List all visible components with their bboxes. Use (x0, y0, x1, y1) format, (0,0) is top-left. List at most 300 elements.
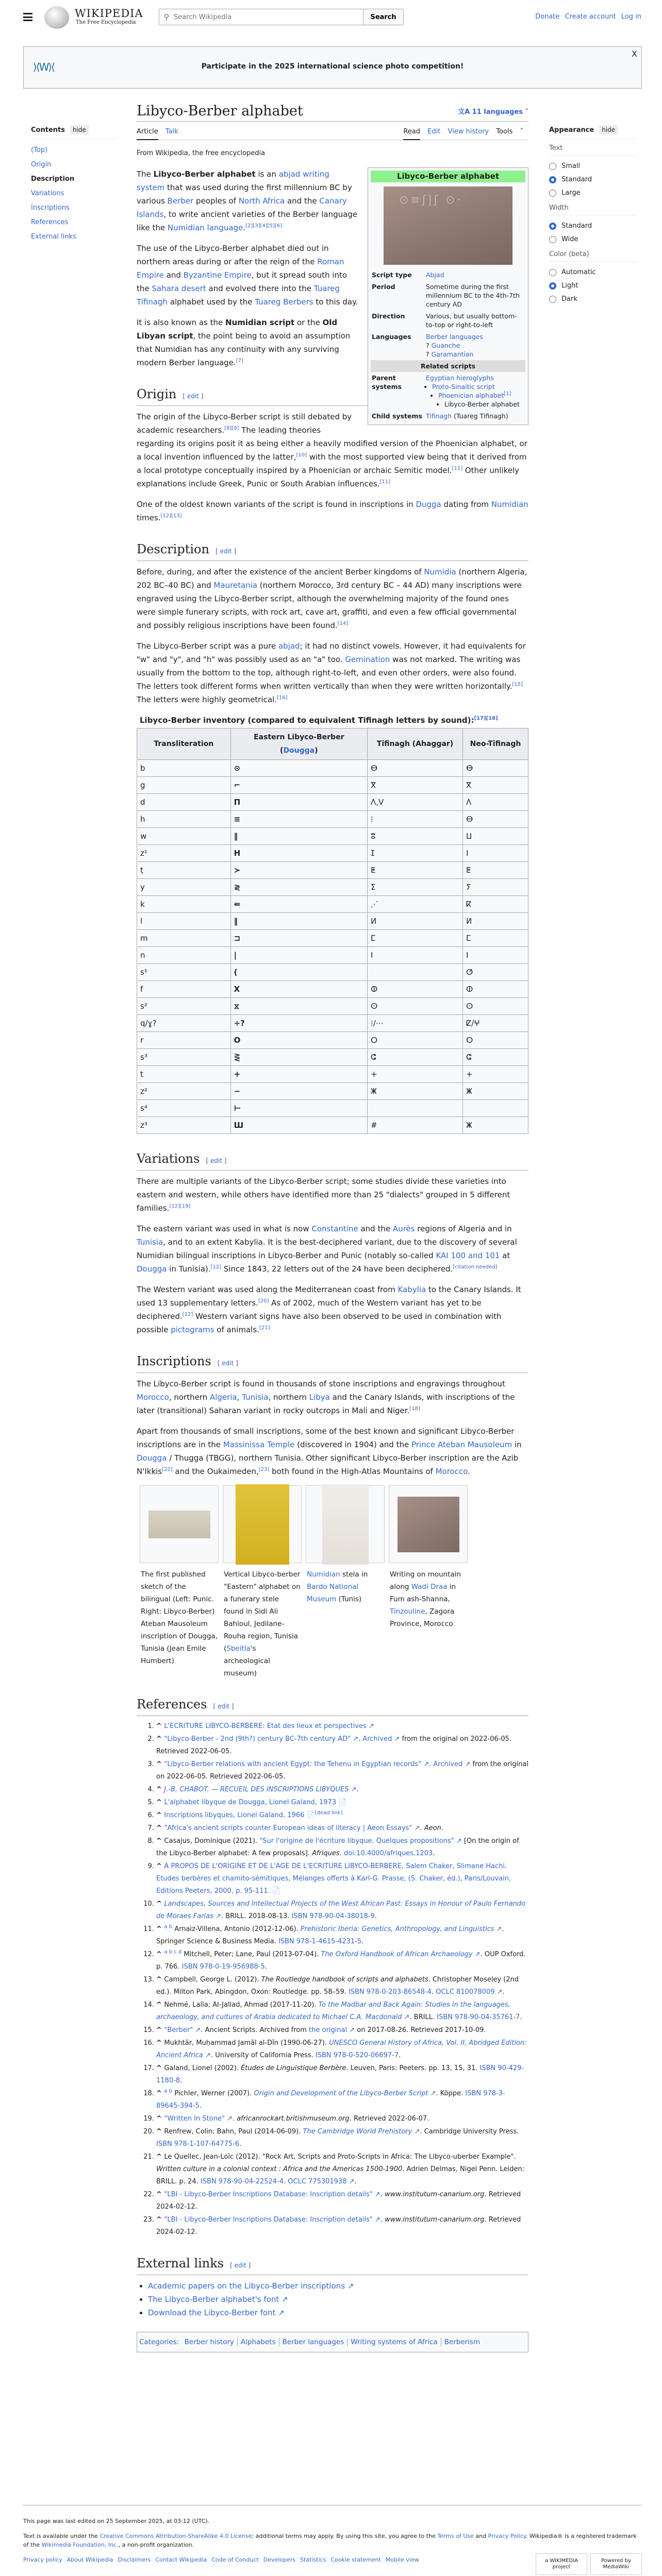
reference-item (156, 2062, 528, 2087)
link[interactable]: Roman Empire (137, 257, 344, 280)
citation-link[interactable]: [12][13] (160, 513, 182, 519)
text: Text is available under the (23, 2533, 100, 2539)
transliteration-cell: r (137, 1032, 231, 1049)
link[interactable]: "Berber" ↗ (164, 2026, 201, 2034)
text: The letters were highly geometrical. (137, 695, 277, 704)
edit-link[interactable]: edit (217, 1703, 229, 1710)
radio-automatic[interactable] (549, 266, 637, 279)
radio-wide[interactable] (549, 233, 637, 246)
create-account-link[interactable]: Create account (565, 13, 616, 21)
appearance-group-label: Text (549, 144, 637, 156)
citation-link[interactable]: [23] (258, 1467, 270, 1472)
link[interactable]: The Cambridge World Prehistory ↗ (303, 2128, 420, 2136)
citation-link[interactable]: a b c d (164, 1949, 182, 1955)
citation-link[interactable]: [citation needed] (453, 1264, 498, 1270)
text: . BRILL. (409, 2013, 437, 2021)
link[interactable]: ISBN 978-3-89645-394-5 (156, 2090, 505, 2110)
radio-light[interactable] (549, 279, 637, 293)
wikipedia-wordmark[interactable]: WIKIPEDIA (75, 7, 143, 20)
link[interactable]: abjad writing system (137, 170, 329, 192)
link[interactable]: Sahara desert (152, 284, 206, 293)
radio-button[interactable] (549, 190, 556, 197)
link[interactable]: A PROPOS DE L'ORIGINE ET DE L'AGE DE L'ECRITURE LIBYCO-BERBERE, Salem Chaker, Slimane Hachi. Etudes berbères et chamito-sémitiques, Mélanges offerts à Karl-G. Prasse, (S. Chaker, éd.), Paris/Louvain, Editions Peeters, 2000, p. 95-111. (156, 1862, 511, 1895)
tifinagh-glyph-cell: ⵥ (368, 1083, 463, 1100)
link[interactable]: ISBN 978-90-04-38018-9 (291, 1912, 375, 1920)
language-button[interactable]: 文A 11 languages ˅ (458, 108, 528, 116)
tab-talk[interactable]: Talk (165, 128, 178, 135)
eastern-glyph-cell: ÷? (230, 1015, 367, 1032)
footer-link[interactable]: Code of Conduct (211, 2556, 259, 2563)
text: Sometime during the first millennium BC to the 4th-7th century AD (426, 283, 520, 308)
neo-tifinagh-glyph-cell: I (463, 845, 528, 862)
footer-link[interactable]: Cookie statement (330, 2556, 381, 2563)
gallery-image[interactable] (148, 1511, 210, 1538)
gallery-item (306, 1485, 385, 1680)
link[interactable]: Numidian language (167, 223, 243, 232)
backlink-caret[interactable]: ^ (156, 1722, 164, 1730)
toc-header (31, 125, 116, 139)
backlink-caret[interactable]: ^ (156, 2064, 164, 2072)
citation-link[interactable]: [12][19] (169, 1204, 191, 1209)
gallery-thumbnail[interactable] (140, 1485, 219, 1563)
category-link[interactable]: Alphabets (237, 2338, 279, 2346)
backlink-caret[interactable]: ^ (156, 1811, 164, 1819)
backlink-caret[interactable]: ^ (156, 2115, 164, 2123)
neo-tifinagh-glyph-cell: ⵚ (463, 964, 528, 981)
col-neo-tifinagh: Neo-Tifinagh (463, 728, 528, 760)
parent-script-link[interactable]: Phoenician alphabet (438, 392, 504, 399)
link[interactable]: Landscapes, Sources and Intellectual Projects of the West African Past: Essays in Honour of Paulo Fernando de Moraes Farias ↗ (156, 1900, 526, 1920)
transliteration-cell: m (137, 930, 231, 947)
eastern-glyph-cell: O (230, 1032, 367, 1049)
infobox-value (425, 281, 525, 310)
text: and (473, 2533, 488, 2539)
link[interactable]: Creative Commons Attribution-ShareAlike 4.0 License (100, 2533, 252, 2539)
citation-link[interactable]: [14] (337, 621, 349, 626)
tab-read[interactable]: Read (403, 125, 420, 140)
link[interactable]: Prince Ateban Mausoleum (411, 1440, 512, 1449)
gallery-thumbnail[interactable] (306, 1485, 385, 1563)
link[interactable]: Inscriptions libyques, Lionel Galand, 1966 (164, 1811, 305, 1819)
link[interactable]: ISBN 978-90-04-22524-4 (200, 2178, 284, 2185)
wikipedia-globe-logo[interactable] (44, 6, 69, 29)
backlink-caret[interactable]: ^ (156, 1799, 164, 1806)
infobox-label: Direction (372, 312, 405, 320)
eastern-glyph-cell: ⋛ (230, 1049, 367, 1066)
appearance-title: Appearance (549, 126, 594, 134)
link[interactable]: North Africa (238, 196, 285, 206)
toc-item-references[interactable]: References (31, 218, 69, 226)
backlink-caret[interactable]: ^ (156, 2153, 164, 2161)
link[interactable]: L'alphabet libyque de Dougga, Lionel Galand, 1973 (164, 1799, 337, 1806)
citation-link[interactable]: [dead link] (315, 1810, 343, 1816)
backlink-caret[interactable]: ^ (156, 2001, 164, 2009)
category-link[interactable]: Berber languages (279, 2338, 347, 2346)
link[interactable]: ISBN 978-0-19-956988-5 (181, 1963, 265, 1971)
link[interactable]: ISBN 978-1-4615-4231-5 (278, 1938, 362, 1945)
backlink-caret[interactable]: ^ (156, 1925, 164, 1933)
toc-item-description[interactable]: Description (31, 175, 75, 183)
tab-view-history[interactable]: View history (448, 128, 489, 135)
citation-link[interactable]: [7] (236, 358, 243, 364)
link[interactable]: Guanche (431, 342, 460, 349)
edit-link[interactable]: edit (222, 1360, 234, 1367)
link[interactable]: Tunisia (242, 1393, 269, 1402)
edit-section-link[interactable]: [ edit ] (213, 1703, 234, 1710)
link[interactable]: abjad (278, 641, 300, 651)
link[interactable]: ISBN 978-0-203-86548-4 (348, 1988, 432, 1996)
edit-link[interactable]: edit (187, 393, 199, 400)
link[interactable]: "Libyco-Berber - 2nd (9th?) century BC-7th century AD" ↗ (164, 1735, 359, 1743)
citation-link[interactable]: [17][18] (474, 716, 498, 721)
reference-item (156, 1784, 528, 1796)
gallery-thumbnail[interactable] (223, 1485, 302, 1563)
dougga-link[interactable]: Dougga (283, 747, 315, 755)
link[interactable]: ISBN 978-1-107-64775-6 (156, 2140, 240, 2148)
link[interactable]: Tuareg Tifinagh (137, 284, 340, 307)
table-caption (140, 714, 528, 727)
link[interactable]: "Africa's ancient scripts counter European ideas of literacy | Aeon Essays" ↗ (164, 1824, 420, 1832)
text: As of 2002, much of the Western variant has yet to be deciphered. (137, 1298, 482, 1321)
tab-article[interactable]: Article (137, 125, 158, 140)
heading-text: Inscriptions (137, 1354, 211, 1368)
text: . (339, 1850, 344, 1857)
link[interactable]: Massinissa Temple (223, 1440, 295, 1449)
powered-by-mediawiki-badge[interactable]: Powered by MediaWiki (590, 2553, 642, 2575)
text: (northern Algeria, 202 BC–40 BC) and (137, 567, 527, 590)
text: and evolved there into the (206, 284, 314, 293)
link[interactable]: Tuareg Berbers (255, 297, 313, 307)
citation-link[interactable]: [11] (452, 466, 463, 471)
radio-label: Small (561, 162, 581, 170)
parent-script-link[interactable]: Egyptian hieroglyphs (426, 374, 494, 382)
link[interactable]: Abjad (426, 271, 444, 279)
reference-item (156, 1974, 528, 1998)
footer-link[interactable]: Mobile view (385, 2556, 419, 2563)
citation-link[interactable]: a b (164, 2088, 173, 2094)
citation-link[interactable]: [16] (277, 695, 288, 701)
eastern-glyph-cell: ‖ (230, 913, 367, 930)
link[interactable]: "LBI - Libyco-Berber Inscriptions Database: Inscription details" ↗ (164, 2216, 380, 2224)
text: and (163, 270, 184, 280)
table-row (137, 913, 528, 930)
text: Le Quellec, Jean-Loïc (2012). "Rock Art, Scripts and Proto-Scripts in Africa: The Libyco-uberber Example". (164, 2153, 516, 2161)
table-row (137, 998, 528, 1015)
text: Other unlikely explanations include Greek, Punic or South Arabian influences. (137, 466, 519, 488)
external-links-list (137, 2279, 528, 2319)
link[interactable]: Kabylia (398, 1285, 426, 1294)
link[interactable]: Wadi Draa (411, 1583, 448, 1591)
backlink-caret[interactable]: ^ (156, 1900, 164, 1908)
backlink-caret[interactable]: ^ (156, 1862, 164, 1870)
text: . (432, 1988, 436, 1996)
link[interactable]: UNESCO General History of Africa, Vol. II, Abridged Edition: Ancient Africa ↗ (156, 2039, 527, 2059)
citation-link[interactable]: [12] (182, 1312, 193, 1317)
text: , northern (169, 1393, 210, 1402)
edit-section-link[interactable]: [ edit ] (215, 548, 236, 555)
citation-link[interactable]: [2][3][4][5][6] (245, 223, 282, 229)
link[interactable]: To the Madbar and Back Again: Studies in the languages, archaeology, and cultures of Arabia dedicated to Michael C.A. Macdonald ↗ (156, 2001, 510, 2021)
reference-item (156, 1797, 528, 1809)
text: Nehmé, Laïla; Al-Jallad, Ahmad (2017-11-20). (164, 2001, 319, 2009)
footer-link[interactable]: Privacy policy (23, 2556, 62, 2563)
main-menu-icon[interactable] (23, 13, 32, 21)
backlink-caret[interactable]: ^ (156, 1824, 164, 1832)
backlink-caret[interactable]: ^ (156, 2090, 164, 2097)
gallery-image[interactable] (322, 1484, 369, 1565)
close-icon[interactable]: X (632, 49, 637, 59)
link[interactable]: Wikimedia Foundation, Inc. (41, 2541, 119, 2548)
link[interactable]: Numidian (307, 1570, 340, 1579)
link[interactable]: Berber languages (426, 333, 483, 341)
inventory-table (137, 728, 528, 1134)
table-row (137, 896, 528, 913)
external-link[interactable]: The Libyco-Berber alphabet's font ↗ (148, 2295, 288, 2304)
backlink-caret[interactable]: ^ (156, 2039, 164, 2047)
backlink-caret[interactable]: ^ (156, 2216, 164, 2224)
link[interactable]: Dougga (137, 1264, 167, 1274)
edit-link[interactable]: edit (234, 2262, 246, 2269)
backlink-caret[interactable]: ^ (156, 1976, 164, 1984)
link[interactable]: Libya (309, 1393, 330, 1402)
link[interactable]: Dougga (137, 1453, 167, 1463)
parent-script-link[interactable]: Proto-Sinaitic script (432, 383, 495, 391)
transliteration-cell: z² (137, 1083, 231, 1100)
radio-label: Automatic (561, 268, 596, 276)
link[interactable]: Morocco (435, 1467, 468, 1476)
categories-label[interactable]: Categories: (139, 2338, 179, 2346)
tab-edit[interactable]: Edit (427, 128, 441, 135)
link[interactable]: Dugga (416, 500, 441, 509)
link[interactable]: Prehistoric Iberia: Genetics, Anthropology, and Linguistics ↗ (300, 1925, 502, 1933)
link[interactable]: Garamantian (431, 350, 474, 358)
link[interactable]: Gemination (345, 655, 390, 664)
backlink-caret[interactable]: ^ (156, 2026, 164, 2034)
external-link[interactable]: Academic papers on the Libyco-Berber inscriptions ↗ (148, 2281, 354, 2291)
footer-link[interactable]: Statistics (300, 2556, 326, 2563)
toc-item-inscriptions[interactable]: Inscriptions (31, 204, 70, 212)
radio-small[interactable] (549, 160, 637, 173)
footer-link[interactable]: Developers (263, 2556, 296, 2563)
tifinagh-glyph-cell: ⵟ (368, 862, 463, 879)
link[interactable]: Algeria (210, 1393, 237, 1402)
link[interactable]: Mauretania (213, 581, 258, 590)
paragraph (137, 1425, 528, 1478)
infobox-label: Languages (372, 333, 411, 341)
infobox-value (425, 310, 525, 331)
link[interactable]: Canary Islands (137, 196, 347, 219)
link[interactable]: ISBN 90-429-1180-8 (156, 2064, 524, 2084)
backlink-caret[interactable]: ^ (156, 2128, 164, 2136)
dna-logo-icon: ⟩⟨W⟩⟨ (33, 61, 54, 73)
footer-link[interactable]: About Wikipedia (67, 2556, 113, 2563)
link[interactable]: L'ECRITURE LIBYCO-BERBERE: Etat des lieux et perspectives ↗ (164, 1722, 374, 1730)
log-in-link[interactable]: Log in (621, 13, 641, 21)
table-of-contents (31, 125, 116, 244)
text: regions of Algeria and in (415, 1224, 512, 1233)
citation-link[interactable]: [10] (296, 452, 307, 458)
citation-link[interactable]: [8][9] (224, 426, 239, 431)
infobox-subheader: Related scripts (371, 360, 525, 372)
radio-button[interactable] (549, 269, 556, 276)
link[interactable]: OCLC 775301938 ↗ (288, 2178, 355, 2185)
banner-text[interactable]: Participate in the 2025 international science photo competition! (201, 62, 464, 71)
radio-button[interactable] (549, 282, 556, 290)
text: 📄 (270, 1887, 281, 1895)
tab-tools[interactable]: Tools ˅ (496, 125, 523, 139)
link[interactable]: doi:10.4000/afriques.1203 (343, 1850, 433, 1857)
link[interactable]: KAI 100 and 101 (436, 1251, 500, 1260)
backlink-caret[interactable]: ^ (156, 1951, 164, 1958)
external-link-item (148, 2279, 528, 2293)
backlink-caret[interactable]: ^ (156, 1760, 164, 1768)
link[interactable]: "Libyco-Berber relations with ancient Egypt: the Tehenu in Egyptian records" ↗ (164, 1760, 429, 1768)
link[interactable]: Origin and Development of the Libyco-Berber Script ↗ (254, 2090, 436, 2097)
reference-item (156, 1809, 528, 1822)
link[interactable]: Tinzouline (390, 1607, 425, 1616)
toc-item-externallinks[interactable]: External links (31, 233, 76, 241)
appearance-hide-button[interactable]: hide (599, 125, 618, 134)
search-button[interactable]: Search (363, 9, 403, 25)
footer-link[interactable]: Contact Wikipedia (155, 2556, 207, 2563)
citation-link[interactable]: [20] (258, 1298, 269, 1304)
text: to this day. (313, 297, 358, 307)
reference-item (156, 2151, 528, 2188)
last-edited: This page was last edited on 25 September 2025, at 03:12 (UTC). (23, 2518, 210, 2524)
link[interactable]: Bardo National Museum (307, 1583, 359, 1603)
link[interactable]: Numidia (424, 567, 456, 577)
citation-link[interactable]: [22] (162, 1467, 173, 1472)
link[interactable]: "Written In Stone" ↗ (164, 2115, 233, 2123)
category-link[interactable]: Writing systems of Africa (347, 2338, 440, 2346)
infobox-image[interactable] (384, 187, 512, 265)
citation-link[interactable]: [11] (379, 479, 391, 485)
link[interactable]: OCLC 810078009 ↗ (436, 1988, 503, 1996)
radio-button[interactable] (549, 236, 556, 243)
wikimedia-project-badge[interactable]: a WIKIMEDIA project (536, 2553, 587, 2575)
text: . (232, 2115, 237, 2123)
tifinagh-glyph-cell: ⋰ (368, 896, 463, 913)
link[interactable]: Berber (167, 196, 194, 206)
citation-link[interactable]: [15] (512, 682, 523, 687)
link[interactable]: Constantine (311, 1224, 358, 1233)
appearance-panel (549, 125, 637, 306)
table-row (137, 1066, 528, 1083)
edit-link[interactable]: edit (210, 1157, 222, 1164)
link[interactable]: "Sur l'origine de l'écriture libyque. Quelques propositions" ↗ (259, 1837, 462, 1845)
toc-item-origin[interactable]: Origin (31, 161, 52, 168)
header (0, 0, 662, 41)
search-input[interactable] (174, 9, 363, 25)
heading-text: Description (137, 542, 209, 556)
link[interactable]: The Oxford Handbook of African Archaeology ↗ (321, 1951, 481, 1958)
gallery-caption (140, 1563, 219, 1667)
link[interactable]: Morocco (137, 1393, 169, 1402)
radio-standard[interactable] (549, 219, 637, 233)
citation-link[interactable]: [12] (210, 1264, 222, 1270)
tifinagh-glyph-cell: + (368, 1066, 463, 1083)
reference-item (156, 2189, 528, 2213)
text: in (512, 1440, 522, 1449)
text: . University of California Press. (210, 2052, 316, 2059)
backlink-caret[interactable]: ^ (156, 1786, 164, 1793)
text: Writing on mountain along (390, 1570, 461, 1591)
backlink-caret[interactable]: ^ (156, 1837, 164, 1845)
link[interactable]: Terms of Use (437, 2533, 474, 2539)
citation-link[interactable]: a b (164, 1924, 173, 1930)
edit-section-link[interactable]: [ edit ] (230, 2262, 251, 2269)
text: Since 1843, 22 letters out of the 24 have been deciphered. (221, 1264, 453, 1274)
toc-hide-button[interactable]: hide (70, 125, 89, 134)
link[interactable]: ISBN 978-90-04-35761-7 (437, 2013, 520, 2021)
edit-link[interactable]: edit (220, 548, 232, 555)
table-row (137, 1049, 528, 1066)
radio-large[interactable] (549, 187, 637, 200)
gallery-thumbnail[interactable] (389, 1485, 468, 1563)
toc-item-top[interactable]: (Top) (31, 146, 48, 154)
backlink-caret[interactable]: ^ (156, 2191, 164, 2198)
link[interactable]: Archived ↗ (433, 1760, 471, 1768)
footer-link[interactable]: Disclaimers (118, 2556, 151, 2563)
neo-tifinagh-glyph-cell: ⵏ (463, 947, 528, 964)
gallery-image[interactable] (236, 1484, 289, 1565)
gallery-image[interactable] (398, 1497, 459, 1552)
link[interactable]: pictograms (171, 1325, 214, 1334)
external-link[interactable]: Download the Libyco-Berber font ↗ (148, 2308, 285, 2317)
citation-link[interactable]: [21] (259, 1325, 270, 1331)
edit-section-link[interactable]: [ edit ] (183, 393, 204, 400)
radio-button[interactable] (549, 163, 556, 170)
citation-link[interactable]: [1] (504, 391, 511, 397)
table-row (137, 794, 528, 811)
link[interactable]: Numidian (491, 500, 528, 509)
backlink-caret[interactable]: ^ (156, 1735, 164, 1743)
link[interactable]: the original ↗ (309, 2026, 355, 2034)
link[interactable]: Tifinagh (426, 412, 452, 420)
category-link[interactable]: Berber history (184, 2338, 234, 2346)
category-link[interactable]: Berberism (441, 2338, 483, 2346)
link[interactable]: ISBN 978-0-520-06697-7 (315, 2052, 399, 2059)
radio-button[interactable] (549, 176, 556, 183)
link[interactable]: Archived ↗ (362, 1735, 400, 1743)
link[interactable]: Privacy Policy (488, 2533, 526, 2539)
text: . (239, 2140, 242, 2148)
text: with the most supported view being that it derived from a local prototype conceptually inspired by a Phoenician or archaic Semitic model. (137, 452, 527, 475)
text: (discovered in 1904) and the (294, 1440, 411, 1449)
edit-section-link[interactable]: [ edit ] (217, 1360, 238, 1367)
radio-standard[interactable] (549, 173, 637, 187)
link[interactable]: Byzantine Empire (183, 270, 252, 280)
radio-dark[interactable] (549, 293, 637, 306)
citation-link[interactable]: [18] (409, 1406, 420, 1412)
radio-button[interactable] (549, 296, 556, 303)
donate-link[interactable]: Donate (535, 13, 560, 21)
link[interactable]: "LBI - Libyco-Berber Inscriptions Database: Inscription details" ↗ (164, 2191, 380, 2198)
tifinagh-glyph-cell: ⴱ (368, 760, 463, 777)
radio-button[interactable] (549, 223, 556, 230)
text: Vertical Libyco-berber "Eastern" alphabet on a funerary stele found in Sidi Ali Bahloul, Jedilane-Rouha region, Tunisia ( (224, 1570, 301, 1653)
link[interactable]: Tunisia (137, 1238, 163, 1247)
edit-section-link[interactable]: [ edit ] (206, 1157, 227, 1164)
infobox-row (371, 331, 525, 360)
link[interactable]: Sbeitla (226, 1645, 251, 1653)
bold-text: Old Libyan script (137, 318, 338, 341)
reference-item (156, 1835, 528, 1860)
link[interactable]: J.-B. CHABOT. — RECUEIL DES INSCRIPTIONS LIBYQUES ↗ (164, 1786, 357, 1793)
table-row (137, 760, 528, 777)
toc-item-variations[interactable]: Variations (31, 190, 64, 197)
link[interactable]: Aurès (392, 1224, 415, 1233)
